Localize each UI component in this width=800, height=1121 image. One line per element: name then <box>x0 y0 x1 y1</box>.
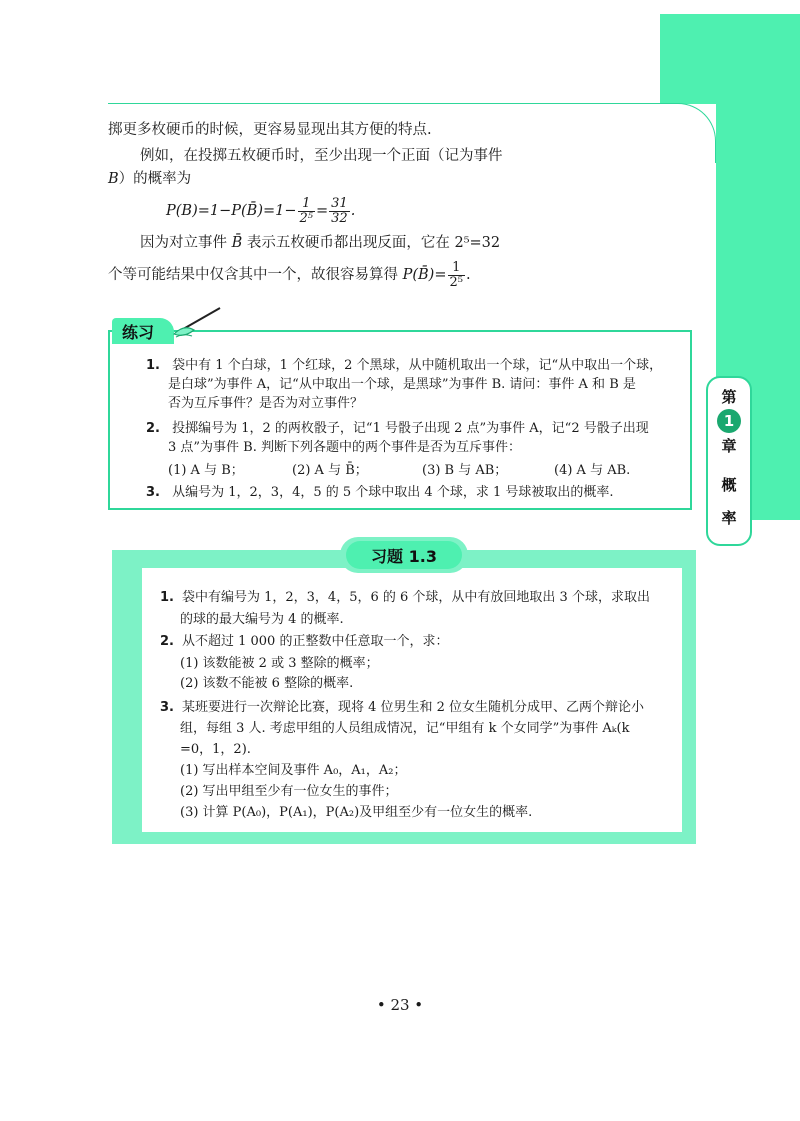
exercise-item-2 <box>146 419 649 438</box>
formula-eq: = <box>315 203 329 219</box>
item-number: 3. <box>146 485 160 500</box>
item-line: 从编号为 1，2，3，4，5 的 5 个球中取出 4 个球，求 1 号球被取出的概率. <box>172 485 614 500</box>
frac-denominator: 32 <box>331 210 348 226</box>
homework-item-number: 1. <box>160 590 174 605</box>
homework-line: 组，每组 3 人. 考虑甲组的人员组成情况，记“甲组有 k 个女同学”为事件 Aₖ(k <box>180 721 630 736</box>
homework-line: =0，1，2). <box>180 742 251 757</box>
frac-denominator: 2⁵ <box>299 210 313 226</box>
chapter-color-band <box>660 14 800 104</box>
homework-text: 从不超过 1 000 的正整数中任意取一个，求： <box>181 634 449 649</box>
item-number: 2. <box>146 421 160 436</box>
exercise-title: 练习 <box>122 323 155 342</box>
pencil-icon <box>170 304 226 340</box>
homework-line <box>160 698 644 717</box>
homework-item-number: 2. <box>160 634 174 649</box>
homework-line: 的球的最大编号为 4 的概率. <box>180 612 344 627</box>
formula-frac-1 <box>298 197 315 226</box>
item-line: 袋中有 1 个白球，1 个红球，2 个黑球，从中随机取出一个球，记“从中取出一个球， <box>172 358 663 373</box>
body-line-6-end: . <box>465 267 471 283</box>
item-number: 1. <box>146 358 160 373</box>
exercise-sub-2: (2) A 与 B̄； <box>292 463 368 478</box>
event-b-bar: B̄ <box>231 235 243 251</box>
body-line-6a: 个等可能结果中仅含其中一个，故很容易算得 <box>108 267 403 283</box>
homework-item-number: 3. <box>160 700 174 715</box>
homework-title: 习题 1.3 <box>346 541 462 569</box>
exercise-sub-3: (3) B 与 AB； <box>422 463 508 478</box>
chapter-tab-suffix: 章 <box>721 437 737 455</box>
exercise-item-2-line-2: 3 点”为事件 B. 判断下列各题中的两个事件是否为互斥事件： <box>168 440 521 455</box>
exercise-item-3 <box>146 483 613 502</box>
event-b: B <box>108 171 119 187</box>
chapter-tab <box>706 376 752 546</box>
chapter-title-char-1: 概 <box>721 476 737 494</box>
homework-text: 某班要进行一次辩论比赛，现将 4 位男生和 2 位女生随机分成甲、乙两个辩论小 <box>181 700 645 715</box>
frac-denominator: 2⁵ <box>449 274 463 290</box>
exercise-item-1-line-2: 是白球”为事件 A，记“从中取出一个球，是黑球”为事件 B. 请问：事件 A 和 B 是 <box>168 377 636 392</box>
line6-frac <box>448 261 465 290</box>
body-line-5a: 因为对立事件 <box>140 235 232 251</box>
header-rule-corner <box>660 103 716 163</box>
exercise-item-1 <box>146 356 662 375</box>
frac-numerator: 1 <box>298 197 315 212</box>
homework-line: (2) 该数不能被 6 整除的概率. <box>180 676 354 691</box>
body-line-5c: 表示五枚硬币都出现反面，它在 2⁵=32 <box>242 235 501 251</box>
homework-line <box>160 632 448 651</box>
formula-end: . <box>350 203 356 219</box>
body-line-2: 例如，在投掷五枚硬币时，至少出现一个正面（记为事件 <box>140 148 503 164</box>
body-line-6b: P(B̄)= <box>402 267 447 283</box>
homework-line: (3) 计算 P(A₀)，P(A₁)，P(A₂)及甲组至少有一位女生的概率. <box>180 805 533 820</box>
body-line-1: 掷更多枚硬币的时候，更容易显现出其方便的特点. <box>108 122 432 138</box>
item-line: 投掷编号为 1，2 的两枚骰子，记“1 号骰子出现 2 点”为事件 A，记“2 号骰子出现 <box>172 421 649 436</box>
body-line-3 <box>108 169 191 189</box>
homework-line: (1) 写出样本空间及事件 A₀，A₁，A₂； <box>180 763 407 778</box>
page-number: • 23 • <box>376 996 424 1014</box>
formula-1 <box>166 196 355 226</box>
homework-text: 袋中有编号为 1，2，3，4，5，6 的 6 个球，从中有放回地取出 3 个球，求取出 <box>181 590 650 605</box>
homework-line: (1) 该数能被 2 或 3 整除的概率； <box>180 656 379 671</box>
exercise-item-1-line-3: 否为互斥事件？是否为对立事件？ <box>168 396 364 411</box>
body-line-3-rest: ）的概率为 <box>118 171 192 187</box>
formula-frac-2 <box>329 197 350 226</box>
chapter-number: 1 <box>717 409 741 433</box>
chapter-tab-prefix: 第 <box>721 388 737 406</box>
homework-line: (2) 写出甲组至少有一位女生的事件； <box>180 784 398 799</box>
frac-numerator: 31 <box>331 195 348 211</box>
exercise-sub-1: (1) A 与 B； <box>168 463 244 478</box>
homework-line <box>160 588 650 607</box>
body-line-6 <box>108 260 471 290</box>
frac-numerator: 1 <box>448 261 465 276</box>
chapter-title-char-2: 率 <box>721 509 737 527</box>
exercise-sub-4: (4) A 与 AB. <box>554 463 631 478</box>
body-line-5 <box>140 233 500 253</box>
header-rule <box>108 103 678 104</box>
formula-lhs: P(B)=1−P(B̄)=1− <box>166 203 297 219</box>
